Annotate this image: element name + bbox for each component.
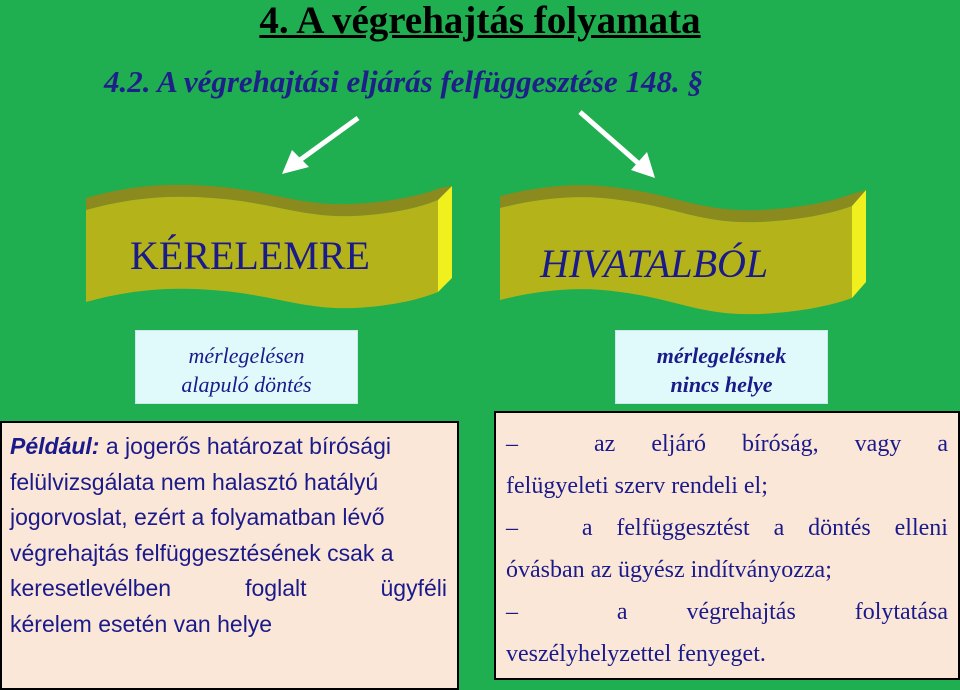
case-word: felfüggesztést	[616, 515, 750, 541]
decision-right-line2: nincs helye	[670, 372, 773, 397]
decision-right-line1: mérlegelésnek	[656, 343, 787, 368]
case-word: elleni	[894, 515, 948, 541]
dash-bullet: –	[506, 431, 518, 457]
dash-bullet: –	[506, 515, 518, 541]
dash-bullet: –	[506, 599, 518, 625]
kerelemre-label: KÉRELEMRE	[130, 233, 370, 278]
case-word: a	[581, 515, 593, 541]
panel-left-example	[0, 421, 459, 690]
example-line6: kérelem esetén van helye	[10, 610, 273, 637]
case-word: végrehajtás	[686, 599, 796, 625]
page-subtitle: 4.2. A végrehajtási eljárás felfüggesztése 148. §	[104, 64, 704, 99]
case-item-first-line	[506, 507, 948, 549]
case-word: döntés	[808, 515, 871, 541]
example-line5-word: ügyféli	[380, 575, 447, 601]
case-word: eljáró	[651, 431, 706, 457]
example-line5-word: keresetlevélben	[10, 575, 172, 601]
case-item-first-line	[506, 591, 948, 633]
case-item-second-line: veszélyhelyzettel fenyeget.	[506, 641, 766, 667]
panel-left-line1	[10, 429, 447, 465]
panel-left-line3	[10, 500, 447, 536]
decision-left-line2: alapuló döntés	[181, 372, 312, 397]
panel-right-cases	[494, 411, 960, 680]
case-word: a	[937, 431, 948, 457]
panel-left-line5	[10, 571, 447, 607]
panel-left-line6	[10, 607, 447, 643]
example-lead: Például:	[10, 433, 100, 459]
case-word: vagy	[854, 431, 902, 457]
decision-box-right	[615, 330, 828, 404]
hivatalbol-label: HIVATALBÓL	[540, 241, 769, 286]
example-line1-rest: a jogerős határozat bírósági	[99, 433, 391, 459]
example-line5-word: foglalt	[245, 575, 307, 601]
case-item-first-line	[506, 423, 948, 465]
panel-left-line2	[10, 465, 447, 501]
case-word: a	[773, 515, 785, 541]
decision-left-line1: mérlegelésen	[188, 343, 305, 368]
page-title: 4. A végrehajtás folyamata	[259, 0, 701, 42]
example-line3: jogorvoslat, ezért a folyamatban lévő	[10, 504, 385, 530]
case-item-second-line: felügyeleti szerv rendeli el;	[506, 473, 768, 499]
case-item-second-line: óvásban az ügyész indítványozza;	[506, 557, 832, 583]
example-line2: felülvizsgálata nem halasztó hatályú	[10, 468, 379, 495]
case-word: folytatása	[854, 599, 948, 625]
case-word: az	[594, 431, 616, 457]
case-word: bíróság,	[742, 431, 819, 457]
example-line4: végrehajtás felfüggesztésének csak a	[10, 539, 394, 566]
panel-left-line4	[10, 536, 447, 572]
case-word: a	[616, 599, 628, 625]
decision-box-left	[135, 330, 358, 404]
